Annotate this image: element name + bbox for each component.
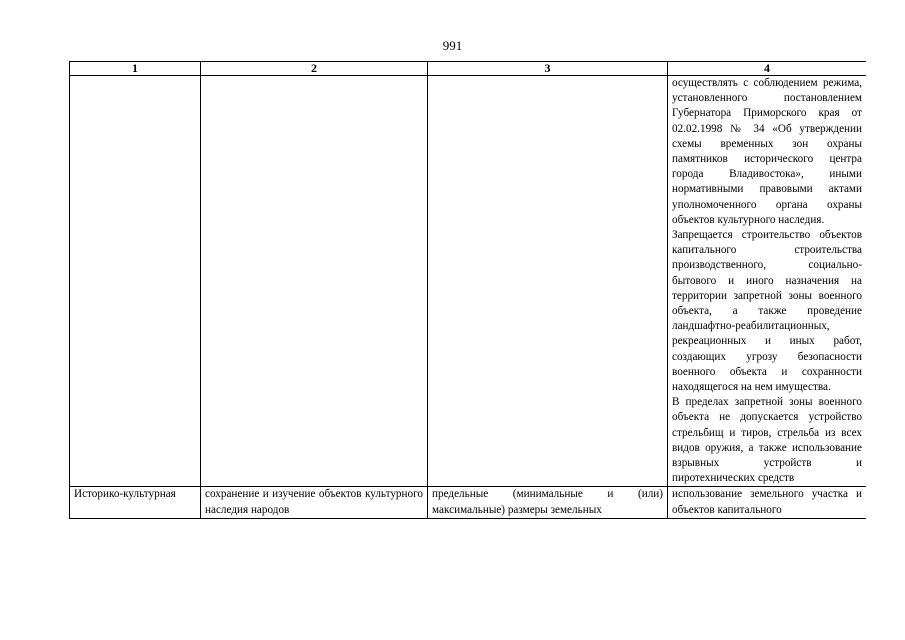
document-table xyxy=(69,61,866,519)
cell-paragraph: осуществлять с соблюдением режима, установленного постановлением Губернатора Приморского края от 02.02.1998 № 34 «Об утверждении схемы временных зон охраны памятников исторического центра города Владивостока», иными нормативными правовыми актами уполномоченного органа охраны объектов культурного наследия. xyxy=(672,77,862,226)
column-header-2: 2 xyxy=(201,62,428,76)
row1-cell-1 xyxy=(70,76,201,487)
document-table-container xyxy=(69,61,866,567)
table-row xyxy=(70,76,867,487)
row2-cell-2: сохранение и изучение объектов культурного наследия народов xyxy=(201,487,428,518)
row2-cell-3: предельные (минимальные и (или) максимальные) размеры земельных xyxy=(428,487,668,518)
table-row xyxy=(70,487,867,518)
cell-paragraph: Запрещается строительство объектов капитального строительства производственного, социально-бытового и иного назначения на территории запретной зоны военного объекта, а также проведение ландшафтно-реабилитационных, рекреационных и иных работ, создающих угрозу безопасности военного объекта и сохранности находящегося на нем имущества. xyxy=(672,229,862,394)
cell-paragraph: В пределах запретной зоны военного объекта не допускается устройство стрельбищ и тиров, стрельба из всех видов оружия, а также использование взрывных устройств и пиротехнических средств xyxy=(672,396,862,485)
row1-cell-2 xyxy=(201,76,428,487)
row1-cell-3 xyxy=(428,76,668,487)
row2-cell-1: Историко-культурная xyxy=(70,487,201,518)
table-header-row xyxy=(70,62,867,76)
column-header-1: 1 xyxy=(70,62,201,76)
row1-cell-4 xyxy=(668,76,867,487)
column-header-4: 4 xyxy=(668,62,867,76)
page-number: 991 xyxy=(442,38,463,53)
column-header-3: 3 xyxy=(428,62,668,76)
row2-cell-4: использование земельного участка и объектов капитального xyxy=(668,487,867,518)
